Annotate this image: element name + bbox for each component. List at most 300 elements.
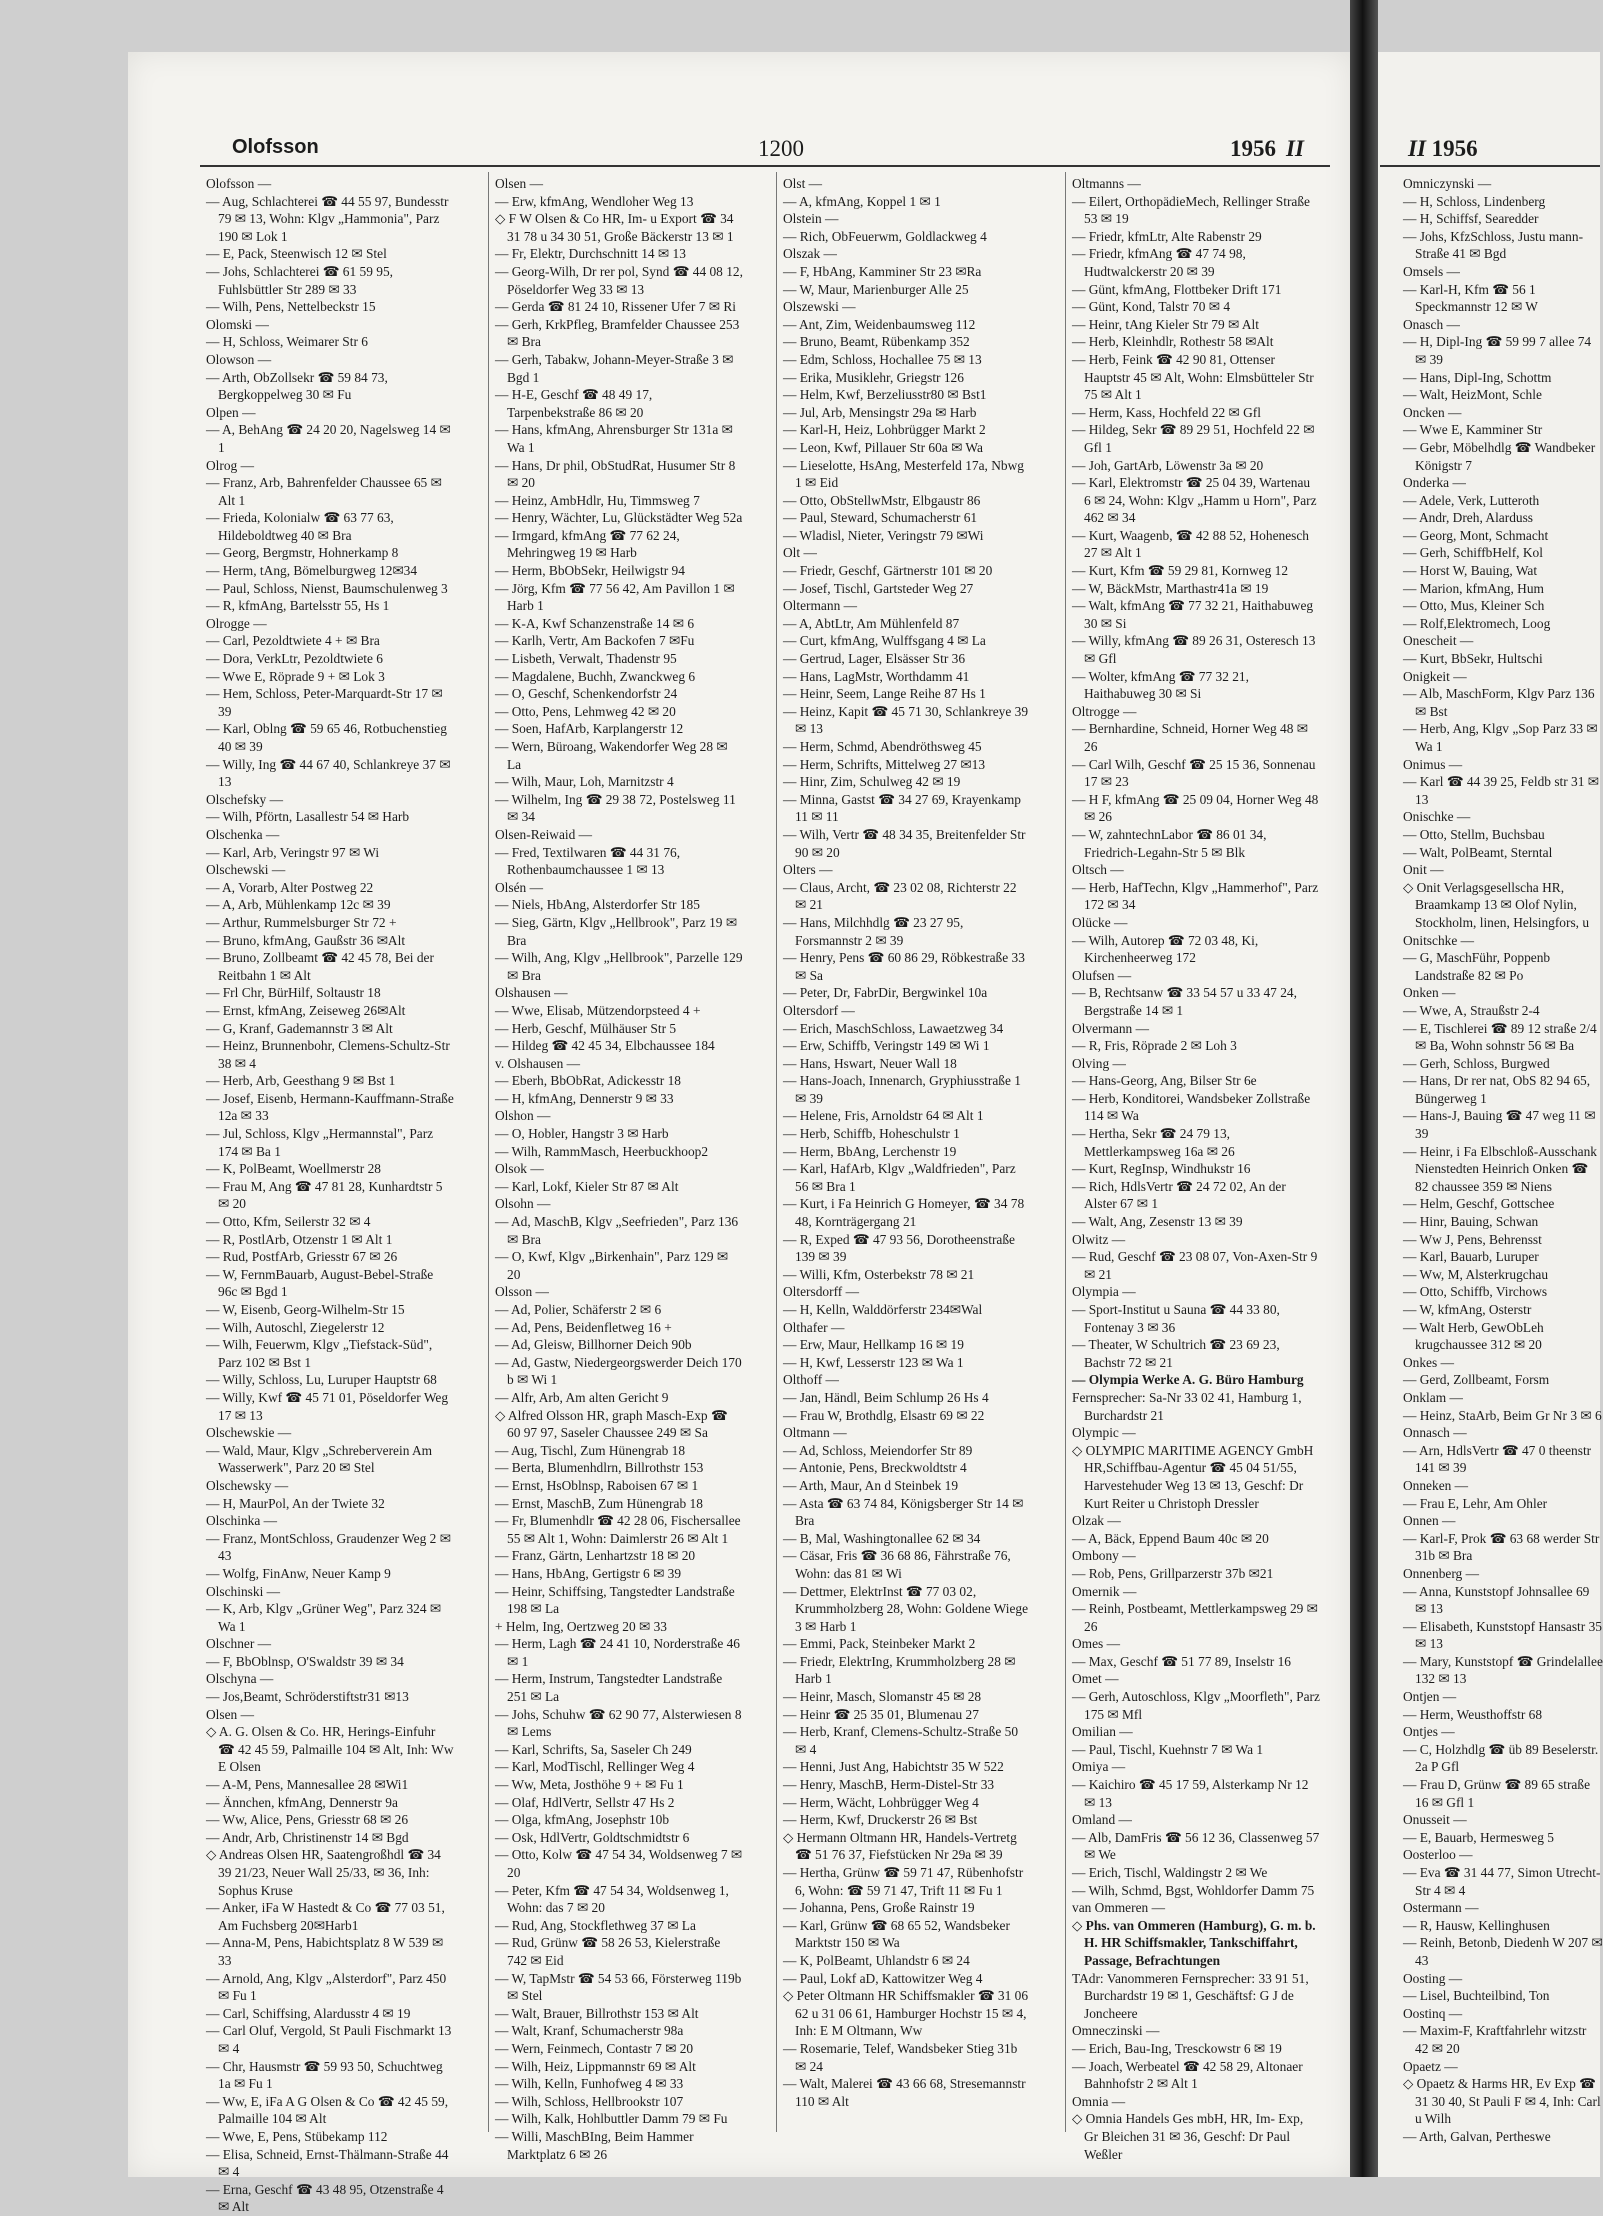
directory-entry: — Otto, Kfm, Seilerstr 32 ✉ 4 — [206, 1214, 371, 1230]
directory-entry: — Otto, Schiffb, Virchows — [1403, 1284, 1548, 1300]
directory-entry: — B, Mal, Washingtonallee 62 ✉ 34 — [783, 1530, 981, 1546]
directory-entry: — Karl, Elektromstr ☎ 25 04 39, Wartenau 6 ✉ 24, Wohn: Klgv „Hamm u Horn", Parz 462 ✉ 34 — [1072, 475, 1317, 526]
directory-entry: Onasch — — [1403, 316, 1460, 332]
directory-entry: — O, Kwf, Klgv „Birkenhain", Parz 129 ✉ 20 — [495, 1249, 729, 1282]
directory-entry: — Gertrud, Lager, Elsässer Str 36 — [783, 651, 966, 667]
directory-entry: — Herm, Lagh ☎ 24 41 10, Norderstraße 46 ✉ 1 — [495, 1636, 741, 1669]
directory-entry: Olücke — — [1072, 914, 1128, 930]
directory-entry: — Berta, Blumenhdlrn, Billrothstr 153 — [495, 1460, 704, 1476]
directory-entry: — Fr, Elektr, Durchschnitt 14 ✉ 13 — [495, 246, 686, 262]
directory-entry: — Niels, HbAng, Alsterdorfer Str 185 — [495, 897, 700, 913]
directory-entry: — K, PolBeamt, Uhlandstr 6 ✉ 24 — [783, 1952, 970, 1968]
directory-entry: — Karl-F, Prok ☎ 63 68 werder Str 31b ✉ Bra — [1403, 1530, 1600, 1564]
directory-entry: — Max, Geschf ☎ 51 77 89, Inselstr 16 — [1072, 1653, 1291, 1669]
directory-entry: — O, Geschf, Schenkendorfstr 24 — [495, 686, 678, 702]
directory-entry: — G, MaschFühr, Poppenb Landstraße 82 ✉ Po — [1403, 950, 1551, 983]
directory-entry: — Ad, Polier, Schäferstr 2 ✉ 6 — [495, 1302, 662, 1317]
directory-entry: — Rud, Ang, Stockflethweg 37 ✉ La — [495, 1917, 696, 1933]
directory-entry: — Heinz, AmbHdlr, Hu, Timmsweg 7 — [495, 492, 700, 508]
directory-entry: — Ad, Pens, Beidenfletweg 16 + — [495, 1319, 672, 1335]
directory-entry: Olthafer — — [783, 1319, 845, 1335]
directory-entry: — Rolf,Elektromech, Loog — [1403, 615, 1551, 631]
directory-entry: — Gerh, SchiffbHelf, Kol — [1403, 545, 1543, 561]
directory-entry: — Joh, GartArb, Löwenstr 3a ✉ 20 — [1072, 457, 1264, 473]
directory-entry: — Mary, Kunststopf ☎ Grindelallee 132 ✉ 13 — [1403, 1653, 1603, 1687]
directory-entry: — K, PolBeamt, Woellmerstr 28 — [206, 1161, 381, 1177]
directory-entry: Onkes — — [1403, 1354, 1454, 1370]
directory-entry: Olschewski — — [206, 862, 286, 878]
directory-entry: Onnenberg — — [1403, 1565, 1479, 1581]
directory-entry: — A, Arb, Mühlenkamp 12c ✉ 39 — [206, 897, 391, 913]
column-4 — [1072, 175, 1320, 2162]
directory-entry: — Carl Wilh, Geschf ☎ 25 15 36, Sonnenau 17 ✉ 23 — [1072, 756, 1316, 790]
directory-entry: — W, zahntechnLabor ☎ 86 01 34, Friedrich-Legahn-Str 5 ✉ Blk — [1072, 826, 1267, 860]
directory-entry: Omilian — — [1072, 1724, 1133, 1740]
directory-entry: Onnasch — — [1403, 1425, 1467, 1441]
directory-entry: — Horst W, Bauing, Wat — [1403, 563, 1538, 579]
column-3 — [783, 175, 1031, 2135]
directory-entry: — K-A, Kwf Schanzenstraße 14 ✉ 6 — [495, 615, 695, 631]
directory-entry: — Herm, Kass, Hochfeld 22 ✉ Gfl — [1072, 404, 1261, 420]
directory-entry: Onneken — — [1403, 1477, 1469, 1493]
directory-entry: v. Olshausen — — [495, 1055, 581, 1071]
directory-entry: — E, Bauarb, Hermesweg 5 — [1403, 1829, 1554, 1845]
directory-entry: ◇ Phs. van Ommeren (Hamburg), G. m. b. H. HR Schiffsmakler, Tankschiffahrt, Passage, Befrachtungen — [1072, 1917, 1316, 1968]
column-divider — [776, 172, 777, 2132]
directory-entry: — Willy, kfmAng ☎ 89 26 31, Osteresch 13 ✉ Gfl — [1072, 633, 1316, 667]
directory-entry: Olsén — — [495, 879, 543, 895]
directory-entry: — Wilh, Maur, Loh, Marnitzstr 4 — [495, 774, 674, 790]
directory-entry: — Johs, KfzSchloss, Justu mann-Straße 41 ✉ Bgd — [1403, 228, 1584, 262]
column-1 — [206, 175, 454, 2215]
directory-entry: — Andr, Arb, Christinenstr 14 ✉ Bgd — [206, 1829, 409, 1845]
directory-entry: — Wilh, RammMasch, Heerbuckhoop2 — [495, 1143, 709, 1159]
directory-entry: — Aug, Tischl, Zum Hünengrab 18 — [495, 1442, 686, 1458]
directory-entry: Onderka — — [1403, 475, 1466, 491]
directory-entry: Olschyna — — [206, 1671, 274, 1687]
directory-entry: — R, kfmAng, Bartelsstr 55, Hs 1 — [206, 598, 390, 614]
directory-entry: — Frau W, Brothdlg, Elsastr 69 ✉ 22 — [783, 1407, 985, 1423]
directory-entry: Olthoff — — [783, 1372, 839, 1388]
directory-entry: — Maxim-F, Kraftfahrlehr witzstr 42 ✉ 20 — [1403, 2023, 1587, 2056]
directory-entry: — Josef, Tischl, Gartsteder Weg 27 — [783, 580, 974, 596]
directory-entry: — A, BehAng ☎ 24 20 20, Nagelsweg 14 ✉ 1 — [206, 422, 451, 455]
directory-entry: — A, kfmAng, Koppel 1 ✉ 1 — [783, 193, 941, 209]
directory-entry: — R, Fris, Röprade 2 ✉ Loh 3 — [1072, 1038, 1237, 1054]
directory-entry: Olrogge — — [206, 615, 267, 631]
directory-entry: — Olaf, HdlVertr, Sellstr 47 Hs 2 — [495, 1794, 675, 1810]
directory-entry: — Elisa, Schneid, Ernst-Thälmann-Straße 44 ✉ 4 — [206, 2146, 449, 2180]
directory-entry: Olzak — — [1072, 1513, 1121, 1529]
directory-entry: — Herm, Instrum, Tangstedter Landstraße 251 ✉ La — [495, 1671, 723, 1705]
directory-entry: — Kurt, Kfm ☎ 59 29 81, Kornweg 12 — [1072, 563, 1289, 579]
directory-entry: Olschewsky — — [206, 1477, 289, 1493]
directory-entry: — Willy, Kwf ☎ 45 71 01, Pöseldorfer Weg 17 ✉ 13 — [206, 1389, 449, 1423]
column-2 — [495, 175, 743, 2162]
directory-entry: — Ww, M, Alsterkrugchau — [1403, 1266, 1549, 1282]
directory-entry: — Frau E, Lehr, Am Ohler — [1403, 1495, 1548, 1511]
directory-entry: Omes — — [1072, 1636, 1120, 1652]
directory-entry: — Jörg, Kfm ☎ 77 56 42, Am Pavillon 1 ✉ Harb 1 — [495, 580, 735, 614]
directory-entry: Omiya — — [1072, 1759, 1126, 1775]
directory-entry: — Arth, ObZollsekr ☎ 59 84 73, Bergkoppelweg 30 ✉ Fu — [206, 369, 388, 403]
directory-entry: TAdr: Vanommeren Fernsprecher: 33 91 51, Burchardstr 19 ✉ 1, Geschäftsf: G J de Joncheere — [1072, 1970, 1309, 2021]
directory-entry: — Georg, Bergmstr, Hohnerkamp 8 — [206, 545, 399, 561]
directory-entry: — E, Pack, Steenwisch 12 ✉ Stel — [206, 246, 387, 262]
next-volume-label: II — [1408, 136, 1426, 161]
directory-entry: — Rud, Geschf ☎ 23 08 07, Von-Axen-Str 9 ✉ 21 — [1072, 1249, 1318, 1282]
directory-entry: Oostinq — — [1403, 2005, 1463, 2021]
directory-entry: — Karl, ModTischl, Rellinger Weg 4 — [495, 1759, 695, 1775]
directory-entry: — W, FernmBauarb, August-Bebel-Straße 96c ✉ Bgd 1 — [206, 1266, 434, 1300]
year-label: 1956 — [1230, 136, 1276, 161]
directory-entry: van Ommeren — — [1072, 1900, 1165, 1916]
directory-entry: — Hans-Georg, Ang, Bilser Str 6e — [1072, 1073, 1257, 1089]
directory-entry: Olstein — — [783, 211, 839, 227]
directory-entry: Olschenka — — [206, 826, 280, 842]
directory-entry: Omsels — — [1403, 263, 1460, 279]
directory-entry: — Lisbeth, Verwalt, Thadenstr 95 — [495, 651, 677, 667]
directory-entry: Omet — — [1072, 1671, 1119, 1687]
directory-entry: — Herm, Wächt, Lohbrügger Weg 4 — [783, 1794, 979, 1810]
directory-entry: — Wern, Feinmech, Contastr 7 ✉ 20 — [495, 2040, 694, 2056]
directory-entry: — Hans-J, Bauing ☎ 47 weg 11 ✉ 39 — [1403, 1108, 1596, 1142]
directory-entry: — W, Maur, Marienburger Alle 25 — [783, 281, 969, 297]
directory-entry: ◇ Opaetz & Harms HR, Ev Exp ☎ 31 30 40, St Pauli F ✉ 4, Inh: Carl u Wilh — [1403, 2076, 1601, 2127]
directory-entry: — A, Bäck, Eppend Baum 40c ✉ 20 — [1072, 1530, 1269, 1546]
directory-entry: — Minna, Gastst ☎ 34 27 69, Krayenkamp 11 ✉ 11 — [783, 791, 1021, 825]
directory-entry: — Walt, Ang, Zesenstr 13 ✉ 39 — [1072, 1214, 1243, 1230]
directory-entry: — Heinr, Seem, Lange Reihe 87 Hs 1 — [783, 686, 986, 702]
directory-entry: — Willy, Schloss, Lu, Luruper Hauptstr 68 — [206, 1372, 437, 1388]
directory-entry: — Franz, MontSchloss, Graudenzer Weg 2 ✉ 43 — [206, 1530, 451, 1564]
directory-entry: — Walt, HeizMont, Schle — [1403, 387, 1542, 403]
directory-entry: — Rud, Grünw ☎ 58 26 53, Kielerstraße 742 ✉ Eid — [495, 1935, 721, 1968]
directory-entry: Onken — — [1403, 985, 1456, 1001]
directory-entry: — F, BbOblnsp, O'Swaldstr 39 ✉ 34 — [206, 1653, 404, 1669]
directory-entry: — Gerda ☎ 81 24 10, Rissener Ufer 7 ✉ Ri — [495, 299, 736, 315]
directory-entry: — W, BäckMstr, Marthastr41a ✉ 19 — [1072, 580, 1269, 596]
directory-entry: — Johs, Schlachterei ☎ 61 59 95, Fuhlsbüttler Str 289 ✉ 33 — [206, 263, 394, 297]
directory-entry: — Wwe E, Röprade 9 + ✉ Lok 3 — [206, 668, 385, 684]
directory-entry: — Arth, Galvan, Pertheswe — [1403, 2128, 1551, 2144]
directory-entry: — Reinh, Betonb, Diedenh W 207 ✉ 43 — [1403, 1935, 1603, 1968]
directory-entry: — Otto, Mus, Kleiner Sch — [1403, 598, 1545, 614]
directory-entry: — Wilhelm, Ing ☎ 29 38 72, Postelsweg 11 ✉ 34 — [495, 791, 736, 825]
directory-entry: — G, Kranf, Gademannstr 3 ✉ Alt — [206, 1020, 393, 1036]
directory-entry: — Antonie, Pens, Breckwoldtstr 4 — [783, 1460, 967, 1476]
directory-entry: — Fr, Blumenhdlr ☎ 42 28 06, Fischersallee 55 ✉ Alt 1, Wohn: Daimlerstr 26 ✉ Alt 1 — [495, 1513, 741, 1546]
directory-entry: Oosterloo — — [1403, 1847, 1473, 1863]
directory-entry: — Henry, Wächter, Lu, Glückstädter Weg 52a — [495, 510, 743, 526]
directory-entry: Oosting — — [1403, 1970, 1463, 1986]
directory-entry: — Erich, Bau-Ing, Tresckowstr 6 ✉ 19 — [1072, 2040, 1282, 2056]
next-header-rule — [1380, 165, 1600, 167]
directory-entry: — Carl, Schiffsing, Alardusstr 4 ✉ 19 — [206, 2005, 411, 2021]
directory-entry: — Ww, Alice, Pens, Griesstr 68 ✉ 26 — [206, 1812, 409, 1828]
directory-entry: — Wilh, Autoschl, Ziegelerstr 12 — [206, 1319, 385, 1335]
directory-entry: — Joach, Werbeatel ☎ 42 58 29, Altonaer Bahnhofstr 2 ✉ Alt 1 — [1072, 2058, 1303, 2092]
directory-entry: — Kaichiro ☎ 45 17 59, Alsterkamp Nr 12 ✉ 13 — [1072, 1777, 1309, 1810]
directory-entry: ◇ Andreas Olsen HR, Saatengroßhdl ☎ 34 39 21/23, Neuer Wall 25/33, ✉ 36, Inh: Sophus Kruse — [206, 1847, 441, 1898]
directory-entry: Olympic — — [1072, 1425, 1136, 1441]
directory-entry: — Ernst, MaschB, Zum Hünengrab 18 — [495, 1495, 703, 1511]
directory-entry: — Franz, Gärtn, Lenhartzstr 18 ✉ 20 — [495, 1548, 696, 1564]
directory-entry: — Ad, Gleisw, Billhorner Deich 90b — [495, 1337, 692, 1353]
directory-entry: — Anna-M, Pens, Habichtsplatz 8 W 539 ✉ 33 — [206, 1935, 444, 1968]
directory-entry: Oltersdorff — — [783, 1284, 859, 1300]
directory-entry: — Erna, Geschf ☎ 43 48 95, Otzenstraße 4 ✉ Alt — [206, 2181, 444, 2215]
header-rule — [200, 165, 1330, 167]
column-divider — [488, 172, 489, 2132]
directory-entry: — Fred, Textilwaren ☎ 44 31 76, Rothenbaumchaussee 1 ✉ 13 — [495, 844, 681, 878]
directory-entry: — Gerh, KrkPfleg, Bramfelder Chaussee 253 ✉ Bra — [495, 316, 740, 350]
directory-entry: — Lisel, Buchteilbind, Ton — [1403, 1988, 1550, 2004]
directory-entry: — Frau M, Ang ☎ 47 81 28, Kunhardtstr 5 ✉ 20 — [206, 1178, 443, 1212]
directory-entry: — Hans, Dipl-Ing, Schottm — [1403, 369, 1552, 385]
directory-entry: — Erika, Musiklehr, Griegstr 126 — [783, 369, 964, 385]
directory-entry: ◇ A. G. Olsen & Co. HR, Herings-Einfuhr ☎ 42 45 59, Palmaille 104 ✉ Alt, Inh: Ww E Olsen — [206, 1724, 454, 1775]
directory-entry: — Gerh, Autoschloss, Klgv „Moorfleth", Parz 175 ✉ Mfl — [1072, 1689, 1320, 1722]
directory-entry: — Karl, Arb, Veringstr 97 ✉ Wi — [206, 844, 380, 860]
directory-entry: Olshon — — [495, 1108, 551, 1124]
directory-entry: — Hertha, Grünw ☎ 59 71 47, Rübenhofstr 6, Wohn: ☎ 59 71 47, Trift 11 ✉ Fu 1 — [783, 1865, 1024, 1898]
directory-entry: — Bruno, kfmAng, Gaußstr 36 ✉Alt — [206, 932, 406, 948]
directory-entry: — Soen, HafArb, Karplangerstr 12 — [495, 721, 684, 737]
directory-entry: — Hinr, Zim, Schulweg 42 ✉ 19 — [783, 774, 961, 790]
directory-entry: Olofsson — — [206, 176, 272, 191]
directory-entry: — Heinr, i Fa Elbschloß-Ausschank Nienstedten Heinrich Onken ☎ 82 chaussee 359 ✉ Niens — [1403, 1143, 1597, 1194]
directory-entry: — Heinr, Masch, Slomanstr 45 ✉ 28 — [783, 1689, 982, 1705]
directory-entry: — Walt, kfmAng ☎ 77 32 21, Haithabuweg 30 ✉ Si — [1072, 598, 1314, 631]
directory-entry: Onigkeit — — [1403, 668, 1467, 684]
directory-entry: — Wilh, Autorep ☎ 72 03 48, Ki, Kirchenheerweg 172 — [1072, 932, 1259, 966]
directory-entry: — Emmi, Pack, Steinbeker Markt 2 — [783, 1636, 976, 1652]
directory-entry: Olt — — [783, 545, 817, 561]
directory-entry: — Lieselotte, HsAng, Mesterfeld 17a, Nbwg 1 ✉ Eid — [783, 457, 1024, 491]
directory-entry: — Marion, kfmAng, Hum — [1403, 580, 1544, 596]
directory-entry: Oltmann — — [783, 1425, 847, 1441]
directory-entry: — Herb, HafTechn, Klgv „Hammerhof", Parz 172 ✉ 34 — [1072, 879, 1319, 913]
directory-entry: — Otto, Kolw ☎ 47 54 34, Woldsenweg 7 ✉ 20 — [495, 1847, 743, 1880]
directory-entry: — H, Dipl-Ing ☎ 59 99 7 allee 74 ✉ 39 — [1403, 334, 1592, 367]
directory-entry: — Curt, kfmAng, Wulffsgang 4 ✉ La — [783, 633, 986, 649]
directory-entry: — Sieg, Gärtn, Klgv „Hellbrook", Parz 19 ✉ Bra — [495, 914, 738, 948]
directory-entry: — Heinr, Schiffsing, Tangstedter Landstraße 198 ✉ La — [495, 1583, 735, 1617]
directory-entry: Olschefsky — — [206, 791, 283, 807]
directory-entry: — Wald, Maur, Klgv „Schreberverein Am Wasserwerk", Parz 20 ✉ Stel — [206, 1442, 433, 1476]
directory-entry: — Wwe, E, Pens, Stübekamp 112 — [206, 2128, 388, 2144]
directory-entry: — Paul, Schloss, Nienst, Baumschulenweg 3 — [206, 580, 448, 596]
directory-entry: — Jul, Arb, Mensingstr 29a ✉ Harb — [783, 404, 977, 420]
directory-entry: Olsen — — [206, 1706, 254, 1722]
directory-entry: — Wolter, kfmAng ☎ 77 32 21, Haithabuweg 30 ✉ Si — [1072, 668, 1249, 702]
directory-entry: Omneczinski — — [1072, 2023, 1160, 2039]
directory-entry: — Arnold, Ang, Klgv „Alsterdorf", Parz 450 ✉ Fu 1 — [206, 1970, 447, 2004]
directory-entry: — Wilh, Schmd, Bgst, Wohldorfer Damm 75 — [1072, 1882, 1315, 1898]
directory-entry: — K, Arb, Klgv „Grüner Weg", Parz 324 ✉ Wa 1 — [206, 1601, 442, 1634]
directory-entry: — Hertha, Sekr ☎ 24 79 13, Mettlerkampsweg 16a ✉ 26 — [1072, 1126, 1235, 1159]
directory-entry: Oltmanns — — [1072, 176, 1141, 191]
directory-entry: — Otto, Stellm, Buchsbau — [1403, 826, 1545, 842]
directory-entry: — Dettmer, ElektrInst ☎ 77 03 02, Krummholzberg 28, Wohn: Goldene Wiege 3 ✉ Harb 1 — [783, 1583, 1029, 1634]
directory-entry: — Karl-H, Kfm ☎ 56 1 Speckmannstr 12 ✉ W — [1403, 281, 1538, 315]
directory-entry: — Henni, Just Ang, Habichtstr 35 W 522 — [783, 1759, 1004, 1775]
directory-entry: — Herb, Schiffb, Hoheschulstr 1 — [783, 1126, 960, 1142]
directory-entry: — Heinr, tAng Kieler Str 79 ✉ Alt — [1072, 316, 1259, 332]
directory-entry: — Herm, Weusthoffstr 68 — [1403, 1706, 1543, 1722]
directory-entry: — Karl, Oblng ☎ 59 65 46, Rotbuchenstieg 40 ✉ 39 — [206, 721, 447, 754]
directory-entry: Ostermann — — [1403, 1900, 1479, 1916]
directory-entry: — Hans, Dr phil, ObStudRat, Husumer Str 8 ✉ 20 — [495, 457, 736, 491]
directory-entry: Olsson — — [495, 1284, 549, 1300]
directory-entry: Onischke — — [1403, 809, 1471, 825]
directory-entry: — W, Eisenb, Georg-Wilhelm-Str 15 — [206, 1302, 405, 1317]
directory-entry: — Ww, E, iFa A G Olsen & Co ☎ 42 45 59, Palmaille 104 ✉ Alt — [206, 2093, 449, 2127]
directory-entry: Olsok — — [495, 1161, 544, 1177]
directory-entry: — Wilh, Heiz, Lippmannstr 69 ✉ Alt — [495, 2058, 696, 2074]
directory-entry: — Bruno, Zollbeamt ☎ 42 45 78, Bei der Reitbahn 1 ✉ Alt — [206, 950, 434, 983]
directory-entry: — Herm, Kwf, Druckerstr 26 ✉ Bst — [783, 1812, 978, 1828]
directory-entry: — Aug, Schlachterei ☎ 44 55 97, Bundesstr 79 ✉ 13, Wohn: Klgv „Hammonia", Parz 190 ✉ Lok 1 — [206, 193, 449, 244]
directory-entry: Olpen — — [206, 404, 256, 420]
directory-entry: — Anna, Kunststopf Johnsallee 69 ✉ 13 — [1403, 1583, 1590, 1617]
directory-entry: — Gebr, Möbelhdlg ☎ Wandbeker Königstr 7 — [1403, 439, 1596, 473]
directory-entry: — Walt, Kranf, Schumacherstr 98a — [495, 2023, 684, 2039]
directory-entry: — Wilh, Ang, Klgv „Hellbrook", Parzelle 129 ✉ Bra — [495, 950, 743, 983]
directory-entry: — Rob, Pens, Grillparzerstr 37b ✉21 — [1072, 1565, 1274, 1581]
directory-entry: — Olga, kfmAng, Josephstr 10b — [495, 1812, 670, 1828]
directory-entry: — Wladisl, Nieter, Veringstr 79 ✉Wi — [783, 527, 984, 543]
directory-entry: — Wilh, Schloss, Hellbrookstr 107 — [495, 2093, 684, 2109]
directory-entry: — Walt Herb, GewObLeh krugchaussee 312 ✉ 20 — [1403, 1319, 1544, 1353]
page-number: 1200 — [758, 136, 804, 161]
directory-entry: — Arn, HdlsVertr ☎ 47 0 theenstr 141 ✉ 39 — [1403, 1442, 1592, 1476]
directory-entry: Ontjes — — [1403, 1724, 1455, 1740]
directory-entry: — Gerh, Tabakw, Johann-Meyer-Straße 3 ✉ Bgd 1 — [495, 351, 734, 385]
directory-entry: — Helm, Geschf, Gottschee — [1403, 1196, 1555, 1212]
directory-entry: — Anker, iFa W Hastedt & Co ☎ 77 03 51, Am Fuchsberg 20✉Harb1 — [206, 1900, 445, 1933]
directory-entry: — Herm, Schrifts, Mittelweg 27 ✉13 — [783, 756, 986, 772]
column-5-next-page — [1403, 175, 1603, 2144]
directory-entry: — Hildeg, Sekr ☎ 89 29 51, Hochfeld 22 ✉ Gfl 1 — [1072, 422, 1315, 455]
directory-entry: — Willi, Kfm, Osterbekstr 78 ✉ 21 — [783, 1266, 975, 1282]
directory-entry: — Franz, Arb, Bahrenfelder Chaussee 65 ✉ Alt 1 — [206, 475, 442, 508]
directory-entry: Olrog — — [206, 457, 254, 473]
directory-entry: — Frl Chr, BürHilf, Soltaustr 18 — [206, 985, 381, 1001]
directory-entry: — Johanna, Pens, Große Rainstr 19 — [783, 1900, 975, 1916]
directory-entry: — Edm, Schloss, Hochallee 75 ✉ 13 — [783, 351, 982, 367]
directory-entry: — Helm, Kwf, Berzeliusstr80 ✉ Bst1 — [783, 387, 987, 403]
directory-entry: Onitschke — — [1403, 932, 1475, 948]
directory-entry: Onescheit — — [1403, 633, 1474, 649]
directory-entry: — Karl-H, Heiz, Lohbrügger Markt 2 — [783, 422, 986, 438]
directory-entry: — Heinz, StaArb, Beim Gr Nr 3 ✉ 6 — [1403, 1407, 1602, 1423]
directory-entry: — Karl, Lokf, Kieler Str 87 ✉ Alt — [495, 1178, 679, 1194]
running-head-year — [1230, 136, 1304, 162]
directory-entry: — B, Rechtsanw ☎ 33 54 57 u 33 47 24, Bergstraße 14 ✉ 1 — [1072, 985, 1297, 1018]
directory-entry: — Peter, Kfm ☎ 47 54 34, Woldsenweg 1, Wohn: das 7 ✉ 20 — [495, 1882, 729, 1916]
directory-entry: — W, TapMstr ☎ 54 53 66, Försterweg 119b ✉ Stel — [495, 1970, 742, 2004]
directory-entry: — Erw, Schiffb, Veringstr 149 ✉ Wi 1 — [783, 1038, 990, 1054]
directory-entry: — Alfr, Arb, Am alten Gericht 9 — [495, 1389, 669, 1405]
directory-entry: — Paul, Tischl, Kuehnstr 7 ✉ Wa 1 — [1072, 1741, 1264, 1757]
directory-entry: — Hildeg ☎ 42 45 34, Elbchaussee 184 — [495, 1038, 715, 1054]
directory-entry: — Herm, BbObSekr, Heilwigstr 94 — [495, 563, 685, 579]
directory-entry: — Peter, Dr, FabrDir, Bergwinkel 10a — [783, 985, 988, 1001]
directory-entry: Onusseit — — [1403, 1812, 1467, 1828]
directory-entry: — Cäsar, Fris ☎ 36 68 86, Fährstraße 76, Wohn: das 81 ✉ Wi — [783, 1548, 1011, 1581]
directory-entry: — Sport-Institut u Sauna ☎ 44 33 80, Fontenay 3 ✉ 36 — [1072, 1302, 1280, 1335]
directory-entry: ◇ Peter Oltmann HR Schiffsmakler ☎ 31 06 62 u 31 06 61, Hamburger Hochstr 15 ✉ 4, Inh: E M Oltmann, Ww — [783, 1988, 1029, 2039]
directory-entry: — Ernst, HsOblnsp, Raboisen 67 ✉ 1 — [495, 1477, 699, 1493]
directory-entry: Olomski — — [206, 316, 269, 332]
directory-entry: Onimus — — [1403, 756, 1463, 772]
directory-entry: — Frau D, Grünw ☎ 89 65 straße 16 ✉ Gfl 1 — [1403, 1777, 1591, 1810]
directory-entry: — Hans, Hswart, Neuer Wall 18 — [783, 1055, 957, 1071]
directory-entry: — Eberh, BbObRat, Adickesstr 18 — [495, 1073, 681, 1089]
directory-entry: Olschner — — [206, 1636, 272, 1652]
directory-entry: — Alb, MaschForm, Klgv Parz 136 ✉ Bst — [1403, 686, 1595, 719]
directory-entry: — H F, kfmAng ☎ 25 09 04, Horner Weg 48 ✉ 26 — [1072, 791, 1319, 825]
directory-entry: ◇ Omnia Handels Ges mbH, HR, Im- Exp, Gr Bleichen 31 ✉ 36, Geschf: Dr Paul Weßler — [1072, 2111, 1304, 2162]
directory-entry: — Wolfg, FinAnw, Neuer Kamp 9 — [206, 1565, 391, 1581]
directory-entry: — Wilh, Kalk, Hohlbuttler Damm 79 ✉ Fu — [495, 2111, 728, 2127]
directory-entry: Olvermann — — [1072, 1020, 1149, 1036]
directory-entry: — H, kfmAng, Dennerstr 9 ✉ 33 — [495, 1090, 674, 1106]
directory-entry: — Arth, Maur, An d Steinbek 19 — [783, 1477, 959, 1493]
directory-entry: — Erw, kfmAng, Wendloher Weg 13 — [495, 193, 694, 209]
directory-entry: — O, Hobler, Hangstr 3 ✉ Harb — [495, 1126, 669, 1142]
directory-entry: — Wilh, Feuerwm, Klgv „Tiefstack-Süd", Parz 102 ✉ Bst 1 — [206, 1337, 433, 1370]
directory-entry: — Rosemarie, Telef, Wandsbeker Stieg 31b ✉ 24 — [783, 2040, 1018, 2074]
directory-entry: — Jan, Händl, Beim Schlump 26 Hs 4 — [783, 1389, 989, 1405]
directory-entry: Omniczynski — — [1403, 176, 1492, 191]
directory-entry: — Hans, LagMstr, Worthdamm 41 — [783, 668, 970, 684]
directory-entry: — Hans, Dr rer nat, ObS 82 94 65, Büngerweg 1 — [1403, 1073, 1591, 1106]
directory-entry: — Claus, Archt, ☎ 23 02 08, Richterstr 22 ✉ 21 — [783, 879, 1017, 913]
directory-entry: — Andr, Dreh, Alarduss — [1403, 510, 1534, 526]
directory-entry: — Hem, Schloss, Peter-Marquardt-Str 17 ✉ 39 — [206, 686, 443, 719]
directory-entry: — Karl, HafArb, Klgv „Waldfrieden", Parz 56 ✉ Bra 1 — [783, 1161, 1016, 1194]
directory-entry: — Hans, Milchhdlg ☎ 23 27 95, Forsmannstr 2 ✉ 39 — [783, 914, 964, 948]
directory-entry: — Karlh, Vertr, Am Backofen 7 ✉Fu — [495, 633, 695, 649]
directory-entry: — Wilh, Pförtn, Lasallestr 54 ✉ Harb — [206, 809, 410, 825]
directory-entry: — Rich, ObFeuerwm, Goldlackweg 4 — [783, 228, 987, 244]
directory-entry: — Günt, Kond, Talstr 70 ✉ 4 — [1072, 299, 1231, 315]
directory-entry: Olschinka — — [206, 1513, 278, 1529]
directory-entry: — A-M, Pens, Mannesallee 28 ✉Wi1 — [206, 1777, 409, 1793]
directory-entry: ◇ Hermann Oltmann HR, Handels-Vertretg ☎ 51 76 37, Fiefstücken Nr 29a ✉ 39 — [783, 1829, 1017, 1863]
directory-entry: — H, Schloss, Lindenberg — [1403, 193, 1546, 209]
directory-entry: — Karl, Bauarb, Luruper — [1403, 1249, 1539, 1265]
directory-entry: — H, Kelln, Walddörferstr 234✉Wal — [783, 1302, 983, 1317]
directory-entry: — Herb, Arb, Geesthang 9 ✉ Bst 1 — [206, 1073, 396, 1089]
directory-entry: — Henry, MaschB, Herm-Distel-Str 33 — [783, 1777, 995, 1793]
directory-entry: — Magdalene, Buchh, Zwanckweg 6 — [495, 668, 696, 684]
directory-entry: Olters — — [783, 862, 833, 878]
directory-entry: — Paul, Lokf aD, Kattowitzer Weg 4 — [783, 1970, 983, 1986]
directory-entry: — F, HbAng, Kamminer Str 23 ✉Ra — [783, 263, 982, 279]
directory-entry: Olympia — — [1072, 1284, 1136, 1300]
directory-entry: — W, kfmAng, Osterstr — [1403, 1302, 1532, 1317]
directory-entry: — Bruno, Beamt, Rübenkamp 352 — [783, 334, 970, 350]
directory-entry: Ontjen — — [1403, 1689, 1457, 1705]
directory-entry: — Wilh, Vertr ☎ 48 34 35, Breitenfelder Str 90 ✉ 20 — [783, 826, 1026, 860]
directory-entry: — Herb, Kranf, Clemens-Schultz-Straße 50 ✉ 4 — [783, 1724, 1019, 1757]
directory-entry: — Walt, Malerei ☎ 43 66 68, Stresemannstr 110 ✉ Alt — [783, 2076, 1026, 2109]
directory-entry: — Reinh, Postbeamt, Mettlerkampsweg 29 ✉ 26 — [1072, 1601, 1318, 1634]
